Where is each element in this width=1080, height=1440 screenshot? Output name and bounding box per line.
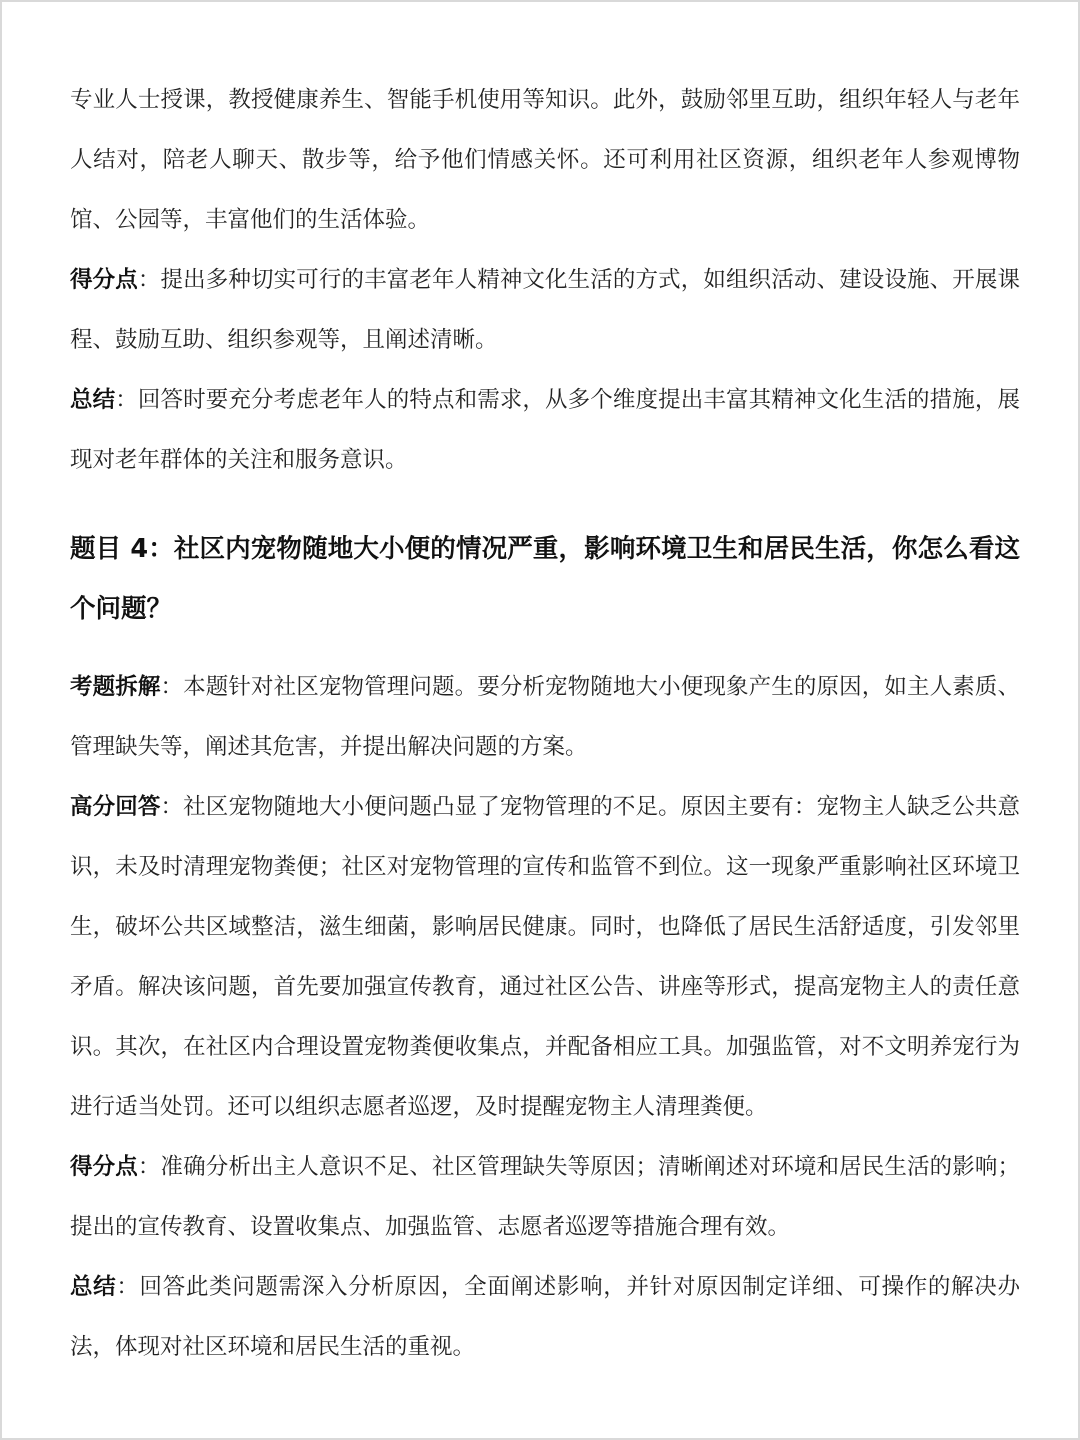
q3-score-label: 得分点 <box>70 267 138 293</box>
q4-answer-label: 高分回答 <box>70 794 161 820</box>
document-body <box>70 70 1020 1377</box>
intro-text: 专业人士授课，教授健康养生、智能手机使用等知识。此外，鼓励邻里互助，组织年轻人与老年人结对，陪老人聊天、散步等，给予他们情感关怀。还可利用社区资源，组织老年人参观博物馆、公园等，丰富他们的生活体验。 <box>70 87 1020 233</box>
q4-summary-text: ：回答此类问题需深入分析原因，全面阐述影响，并针对原因制定详细、可操作的解决办法，体现对社区环境和居民生活的重视。 <box>70 1274 1020 1360</box>
q4-score-text: ：准确分析出主人意识不足、社区管理缺失等原因；清晰阐述对环境和居民生活的影响；提出的宣传教育、设置收集点、加强监管、志愿者巡逻等措施合理有效。 <box>70 1154 1020 1240</box>
q3-summary-paragraph <box>70 370 1020 490</box>
q4-summary-paragraph <box>70 1257 1020 1377</box>
q3-score-paragraph <box>70 250 1020 370</box>
q4-score-paragraph <box>70 1137 1020 1257</box>
q4-analysis-label: 考题拆解 <box>70 674 161 700</box>
q4-summary-label: 总结 <box>70 1274 117 1300</box>
q4-score-label: 得分点 <box>70 1154 138 1180</box>
q4-answer-paragraph <box>70 777 1020 1137</box>
q3-summary-text: ：回答时要充分考虑老年人的特点和需求，从多个维度提出丰富其精神文化生活的措施，展现对老年群体的关注和服务意识。 <box>70 387 1020 473</box>
q3-score-text: ：提出多种切实可行的丰富老年人精神文化生活的方式，如组织活动、建设设施、开展课程、鼓励互助、组织参观等，且阐述清晰。 <box>70 267 1020 353</box>
intro-paragraph <box>70 70 1020 250</box>
q3-summary-label: 总结 <box>70 387 116 413</box>
q4-analysis-paragraph <box>70 657 1020 777</box>
q4-answer-text: ：社区宠物随地大小便问题凸显了宠物管理的不足。原因主要有：宠物主人缺乏公共意识，未及时清理宠物粪便；社区对宠物管理的宣传和监管不到位。这一现象严重影响社区环境卫生，破坏公共区域整洁，滋生细菌，影响居民健康。同时，也降低了居民生活舒适度，引发邻里矛盾。解决该问题，首先要加强宣传教育，通过社区公告、讲座等形式，提高宠物主人的责任意识。其次，在社区内合理设置宠物粪便收集点，并配备相应工具。加强监管，对不文明养宠行为进行适当处罚。还可以组织志愿者巡逻，及时提醒宠物主人清理粪便。 <box>70 794 1020 1120</box>
q4-analysis-text: ：本题针对社区宠物管理问题。要分析宠物随地大小便现象产生的原因，如主人素质、管理缺失等，阐述其危害，并提出解决问题的方案。 <box>70 674 1020 760</box>
q4-title: 题目 4：社区内宠物随地大小便的情况严重，影响环境卫生和居民生活，你怎么看这个问题？ <box>70 534 1020 624</box>
